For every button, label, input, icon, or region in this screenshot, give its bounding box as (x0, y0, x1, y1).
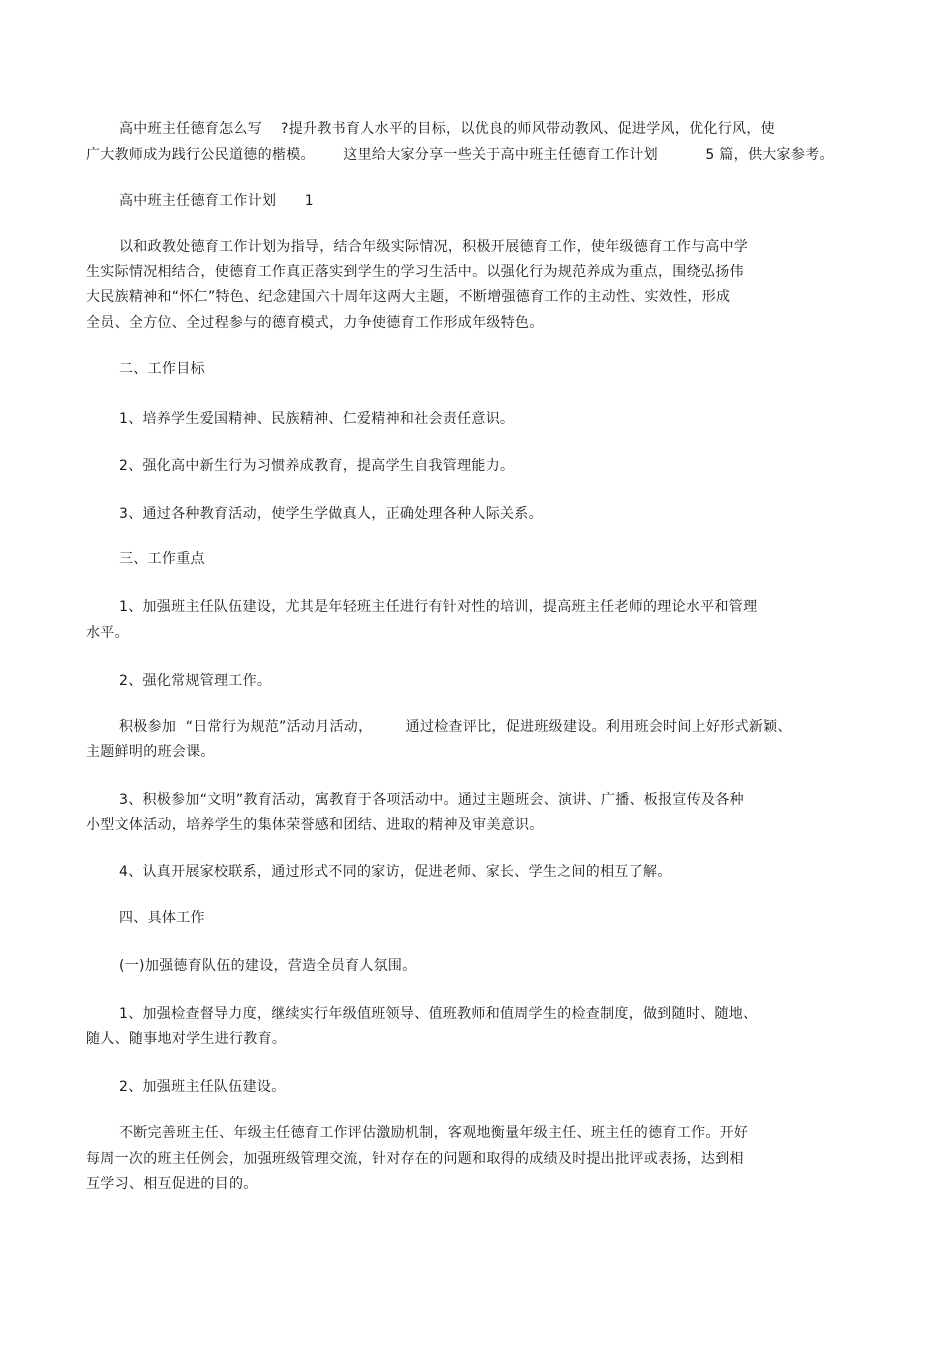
work-2: 2、加强班主任队伍建设。 (119, 1079, 286, 1095)
para1-line-2: 生实际情况相结合，使德育工作真正落实到学生的学习生活中。以强化行为规范养成为重点，围绕弘扬伟 (86, 264, 744, 280)
goal-3: 3、通过各种教育活动，使学生学做真人，正确处理各种人际关系。 (119, 506, 543, 522)
work-1-line-1: 1、加强检查督导力度，继续实行年级值班领导、值班教师和值周学生的检查制度，做到随时、随地、 (119, 1006, 758, 1022)
para1-line-1: 以和政教处德育工作计划为指导，结合年级实际情况，积极开展德育工作，使年级德育工作与高中学 (119, 239, 749, 255)
work-2-detail-line-3: 互学习、相互促进的目的。 (86, 1176, 258, 1192)
focus-1-line-1: 1、加强班主任队伍建设，尤其是年轻班主任进行有针对性的培训，提高班主任老师的理论水平和管理 (119, 599, 758, 615)
focus-3-line-2: 小型文体活动，培养学生的集体荣誉感和团结、进取的精神及审美意识。 (86, 817, 544, 833)
focus-4: 4、认真开展家校联系，通过形式不同的家访，促进老师、家长、学生之间的相互了解。 (119, 864, 672, 880)
goal-2: 2、强化高中新生行为习惯养成教育，提高学生自我管理能力。 (119, 458, 515, 474)
work-1-line-2: 随人、随事地对学生进行教育。 (86, 1031, 287, 1047)
work-2-detail-line-1: 不断完善班主任、年级主任德育工作评估激励机制，客观地衡量年级主任、班主任的德育工作。开好 (119, 1125, 749, 1141)
para1-line-3: 大民族精神和“怀仁”特色、纪念建国六十周年这两大主题，不断增强德育工作的主动性、实效性，形成 (86, 289, 731, 305)
section-3-heading: 三、工作重点 (119, 551, 205, 567)
focus-2-detail-line-1: 积极参加 “日常行为规范”活动月活动， 通过检查评比，促进班级建设。利用班会时间上好形式新颖、 (119, 719, 792, 735)
goal-1: 1、培养学生爱国精神、民族精神、仁爱精神和社会责任意识。 (119, 411, 515, 427)
focus-3-line-1: 3、积极参加“文明”教育活动，寓教育于各项活动中。通过主题班会、演讲、广播、板报宣传及各种 (119, 792, 744, 808)
sub-section-1-heading: (一)加强德育队伍的建设，营造全员育人氛围。 (119, 958, 417, 974)
section-4-heading: 四、具体工作 (119, 910, 205, 926)
plan-title: 高中班主任德育工作计划 1 (119, 193, 315, 209)
focus-2: 2、强化常规管理工作。 (119, 673, 272, 689)
para1-line-4: 全员、全方位、全过程参与的德育模式，力争使德育工作形成年级特色。 (86, 315, 544, 331)
section-2-heading: 二、工作目标 (119, 361, 205, 377)
intro-line-2: 广大教师成为践行公民道德的楷模。 这里给大家分享一些关于高中班主任德育工作计划 5 篇，供大家参考。 (86, 147, 834, 163)
focus-1-line-2: 水平。 (86, 625, 129, 641)
focus-2-detail-line-2: 主题鲜明的班会课。 (86, 744, 215, 760)
intro-line-1: 高中班主任德育怎么写 ?提升教书育人水平的目标，以优良的师风带动教风、促进学风，优化行风，使 (119, 121, 775, 137)
work-2-detail-line-2: 每周一次的班主任例会，加强班级管理交流，针对存在的问题和取得的成绩及时提出批评或表扬，达到相 (86, 1151, 744, 1167)
